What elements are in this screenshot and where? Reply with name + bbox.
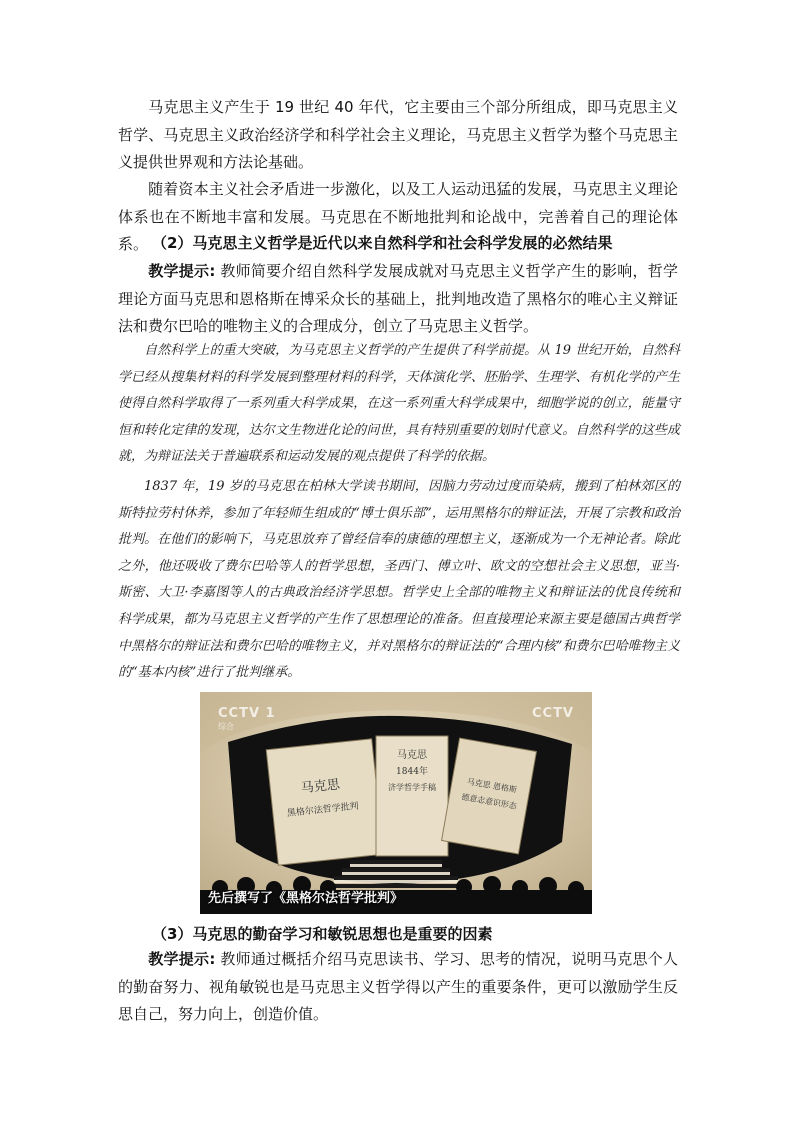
svg-text:马克思 恩格斯: 马克思 恩格斯 [466, 777, 518, 795]
quote-text: 自然科学上的重大突破，为马克思主义哲学的产生提供了科学前提。从 19 世纪开始，自然科学已经从搜集材料的科学发展到整理材料的科学，天体演化学、胚胎学、生理学、有机化学的产生使得自然科学取得了一系列重大科学成果，在这一系列重大科学成果中，细胞学说的创立，能量守恒和转化定律的发现，达尔文生物进化论的问世，具有特别重要的划时代意义。自然科学的这些成就，为辩证法关于普遍联系和运动发展的观点提供了科学的依据。 [118, 343, 680, 465]
hint-text: 教师通过概括介绍马克思读书、学习、思考的情况，说明马克思个人的勤奋努力、视角敏锐也是马克思主义哲学得以产生的重要条件，更可以激励学生反思自己，努力向上，创造价值。 [118, 950, 679, 1023]
book-left [266, 739, 384, 865]
cctv-video-still [200, 692, 592, 914]
section-2-heading: （2）马克思主义哲学是近代以来自然科学和社会科学发展的必然结果 [152, 234, 613, 252]
paragraph-text: 马克思主义产生于 19 世纪 40 年代，它主要由三个部分所组成，即马克思主义哲学、马克思主义政治经济学和科学社会主义理论，马克思主义哲学为整个马克思主义提供世界观和方法论基础。 [118, 98, 678, 171]
teaching-hint-3 [118, 946, 678, 1029]
cctv1-logo: CCTV 1 综合 [218, 706, 276, 731]
hint-text: 教师简要介绍自然科学发展成就对马克思主义哲学产生的影响，哲学理论方面马克思和恩格斯在博采众长的基础上，批判地改造了黑格尔的唯心主义辩证法和费尔巴哈的唯物主义的合理成分，创立了马克思主义哲学。 [118, 262, 679, 335]
section-3-heading: （3）马克思的勤奋学习和敏锐思想也是重要的因素 [152, 925, 493, 943]
quote-natural-science [118, 338, 680, 471]
paragraph-marxism-origin [118, 94, 678, 177]
quote-text: 1837 年，19 岁的马克思在柏林大学读书期间，因脑力劳动过度而染病，搬到了柏林郊区的斯特拉劳村休养，参加了年轻师生组成的“博士俱乐部”，运用黑格尔的辩证法，开展了宗教和政治批判。在他们的影响下，马克思放弃了曾经信奉的康德的理想主义，逐渐成为一个无神论者。除此之外，他还吸收了费尔巴哈等人的哲学思想，圣西门、傅立叶、欧文的空想社会主义思想，亚当·斯密、大卫·李嘉图等人的古典政治经济学思想。哲学史上全部的唯物主义和辩证法的优良传统和科学成果，都为马克思主义哲学的产生作了思想理论的准备。但直接理论来源主要是德国古典哲学中黑格尔的辩证法和费尔巴哈的唯物主义，并对黑格尔的辩证法的“合理内核”和费尔巴哈唯物主义的“基本内核”进行了批判继承。 [118, 479, 680, 681]
hint-label: 教学提示: [148, 950, 216, 968]
cctv-watermark-logo: CCTV [531, 706, 574, 721]
svg-text:马克思: 马克思 [300, 777, 341, 797]
teaching-hint-2 [118, 258, 678, 341]
svg-text:1844年: 1844年 [396, 767, 428, 777]
quote-marx-biography [118, 474, 680, 687]
book-middle [376, 736, 448, 856]
hint-label: 教学提示: [148, 262, 216, 280]
paragraph-text: 随着资本主义社会矛盾进一步激化，以及工人运动迅猛的发展，马克思主义理论体系也在不断地丰富和发展。马克思在不断地批判和论战中，完善着自己的理论体系。 [118, 180, 678, 253]
svg-text:济学哲学手稿: 济学哲学手稿 [388, 783, 436, 792]
svg-text:德意志意识形态: 德意志意识形态 [460, 792, 518, 811]
video-subtitle: 先后撰写了《黑格尔法哲学批判》 [208, 891, 404, 906]
svg-text:黑格尔法哲学批判: 黑格尔法哲学批判 [286, 801, 360, 820]
svg-text:马克思: 马克思 [397, 750, 427, 761]
